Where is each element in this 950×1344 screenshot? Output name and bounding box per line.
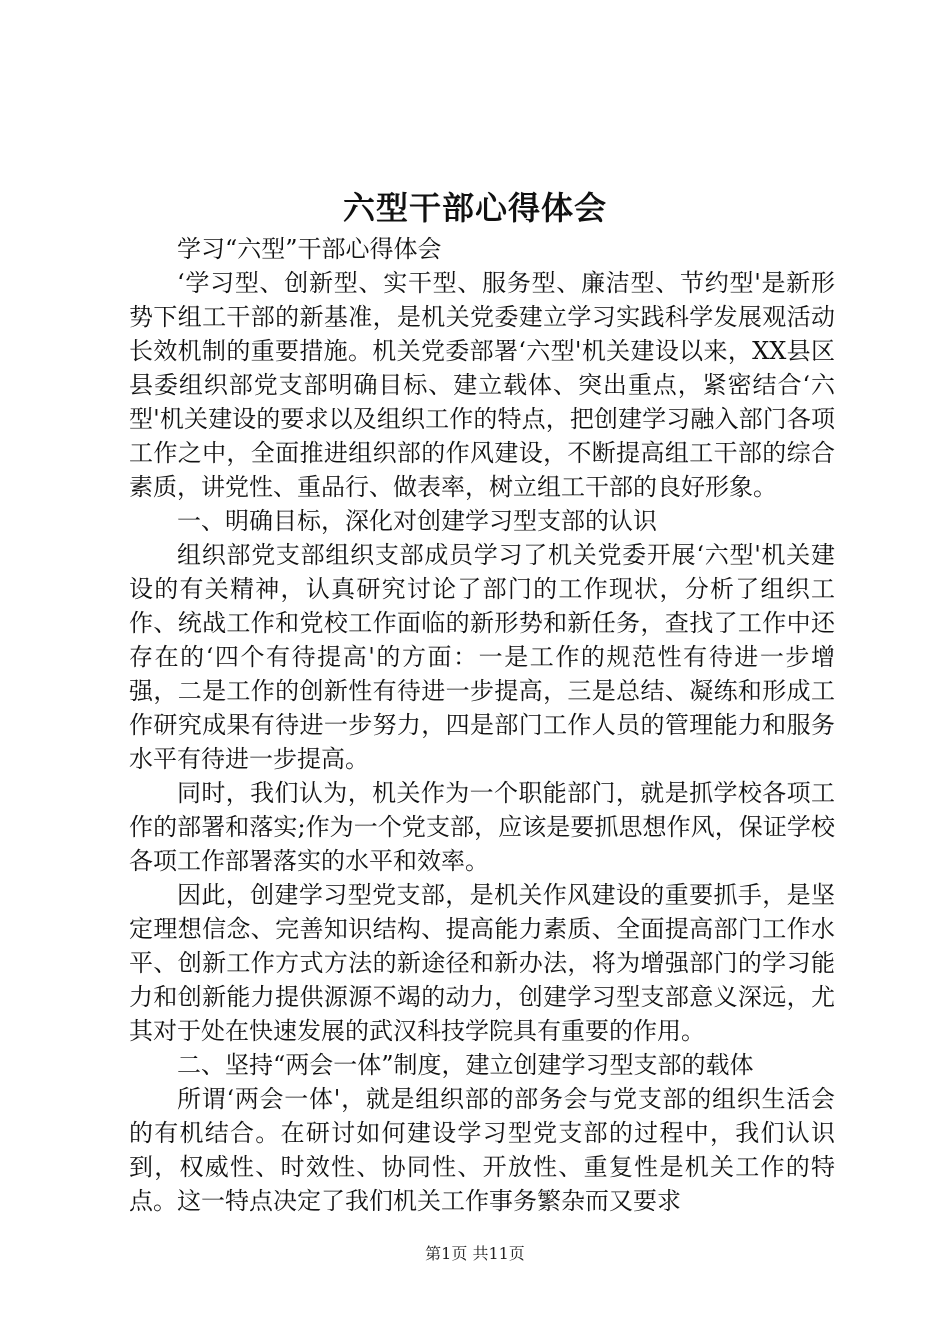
body-paragraph: ‘学习型、创新型、实干型、服务型、廉洁型、节约型'是新形势下组工干部的新基准，是机关党委建立学习实践科学发展观活动长效机制的重要措施。机关党委部署‘六型'机关建设以来，XX县区县委组织部党支部明确目标、建立载体、突出重点，紧密结合‘六型'机关建设的要求以及组织工作的特点，把创建学习融入部门各项工作之中，全面推进组织部的作风建设，不断提高组工干部的综合素质，讲党性、重品行、做表率，树立组工干部的良好形象。 xyxy=(129,269,835,501)
subtitle-paragraph: 学习“六型”干部心得体会 xyxy=(177,235,442,263)
body-paragraph: 同时，我们认为，机关作为一个职能部门，就是抓学校各项工作的部署和落实;作为一个党支部，应该是要抓思想作风，保证学校各项工作部署落实的水平和效率。 xyxy=(129,779,835,875)
page-number-footer: 第1页 共11页 xyxy=(425,1244,525,1263)
section-heading: 二、坚持“两会一体”制度，建立创建学习型支部的载体 xyxy=(177,1051,754,1079)
body-paragraph: 组织部党支部组织支部成员学习了机关党委开展‘六型'机关建设的有关精神，认真研究讨论了部门的工作现状，分析了组织工作、统战工作和党校工作面临的新形势和新任务，查找了工作中还存在的‘四个有待提高'的方面：一是工作的规范性有待进一步增强，二是工作的创新性有待进一步提高，三是总结、凝练和形成工作研究成果有待进一步努力，四是部门工作人员的管理能力和服务水平有待进一步提高。 xyxy=(129,541,835,773)
document-body xyxy=(129,232,835,1218)
document-title: 六型干部心得体会 xyxy=(342,189,607,227)
section-heading: 一、明确目标，深化对创建学习型支部的认识 xyxy=(177,507,657,535)
body-paragraph: 所谓‘两会一体'，就是组织部的部务会与党支部的组织生活会的有机结合。在研讨如何建设学习型党支部的过程中，我们认识到，权威性、时效性、协同性、开放性、重复性是机关工作的特点。这一特点决定了我们机关工作事务繁杂而又要求 xyxy=(129,1085,835,1215)
body-paragraph: 因此，创建学习型党支部，是机关作风建设的重要抓手，是坚定理想信念、完善知识结构、提高能力素质、全面提高部门工作水平、创新工作方式方法的新途径和新办法，将为增强部门的学习能力和创新能力提供源源不竭的动力，创建学习型支部意义深远，尤其对于处在快速发展的武汉科技学院具有重要的作用。 xyxy=(129,881,835,1045)
